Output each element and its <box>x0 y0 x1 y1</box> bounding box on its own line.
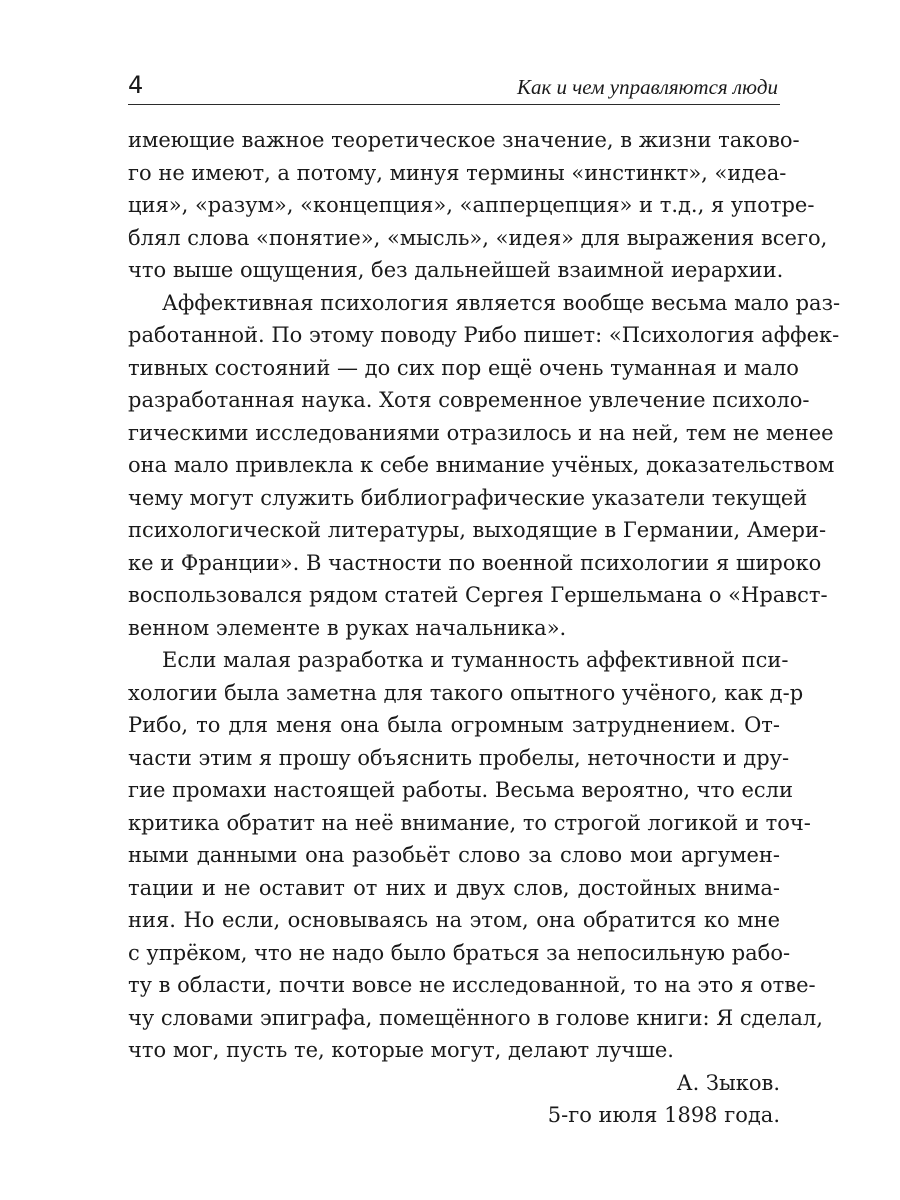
text-line: ными данными она разобьёт слово за слово мои аргумен- <box>128 843 780 867</box>
page-number: 4 <box>128 71 144 99</box>
text-line: тивных состояний — до сих пор ещё очень туманная и мало <box>128 355 799 380</box>
paragraph-3 <box>128 644 823 1067</box>
text-line: го не имеют, а потому, минуя термины «инстинкт», «идеа- <box>128 160 787 185</box>
text-line: воспользовался рядом статей Сергея Гершельмана о «Нравст- <box>128 583 828 607</box>
text-line: хологии была заметна для такого опытного учёного, как д-р <box>128 680 804 705</box>
text-line: с упрёком, что не надо было браться за непосильную рабо- <box>128 940 791 965</box>
text-line: критика обратит на неё внимание, то строгой логикой и точ- <box>128 810 811 835</box>
text-line: венном элементе в руках начальника». <box>128 615 567 640</box>
text-line: гие промахи настоящей работы. Весьма вероятно, что если <box>128 778 794 802</box>
paragraph-1 <box>128 124 828 287</box>
text-line: ция», «разум», «концепция», «апперцепция» и т.д., я употре- <box>128 193 815 217</box>
running-header <box>128 70 780 105</box>
text-line: гическими исследованиями отразилось и на ней, тем не менее <box>128 420 834 445</box>
text-line: блял слова «понятие», «мысль», «идея» для выражения всего, <box>128 225 828 250</box>
text-line: тации и не оставит от них и двух слов, достойных внима- <box>128 875 780 900</box>
paragraph-2 <box>128 287 841 645</box>
text-line: работанной. По этому поводу Рибо пишет: «Психология аффек- <box>128 323 840 347</box>
text-line: ния. Но если, основываясь на этом, она обратится ко мне <box>128 908 780 932</box>
body-text <box>128 124 841 1132</box>
text-line: она мало привлекла к себе внимание учёных, доказательством <box>128 453 835 477</box>
text-line: психологической литературы, выходящие в Германии, Амери- <box>128 518 827 542</box>
text-line: Рибо, то для меня она была огромным затруднением. От- <box>128 713 780 737</box>
text-line: ту в области, почти вовсе не исследованной, то на это я отве- <box>128 973 816 997</box>
text-line: ке и Франции». В частности по военной психологии я широко <box>128 550 822 575</box>
text-line: что выше ощущения, без дальнейшей взаимной иерархии. <box>128 258 784 282</box>
text-line: имеющие важное теоретическое значение, в жизни таково- <box>128 128 800 152</box>
signature-date: 5-го июля 1898 года. <box>547 1103 780 1127</box>
text-line: Аффективная психология является вообще весьма мало раз- <box>162 290 841 315</box>
text-line: разработанная наука. Хотя современное увлечение психоло- <box>128 388 810 412</box>
text-line: Если малая разработка и туманность аффективной пси- <box>162 648 789 672</box>
signature-author: А. Зыков. <box>676 1070 780 1095</box>
running-title: Как и чем управляются люди <box>517 75 778 99</box>
signature-block <box>128 1067 780 1132</box>
text-line: части этим я прошу объяснить пробелы, неточности и дру- <box>128 745 790 770</box>
text-line: что мог, пусть те, которые могут, делают лучше. <box>128 1038 674 1062</box>
text-line: чему могут служить библиографические указатели текущей <box>128 485 808 510</box>
text-line: чу словами эпиграфа, помещённого в голове книги: Я сделал, <box>128 1005 823 1030</box>
